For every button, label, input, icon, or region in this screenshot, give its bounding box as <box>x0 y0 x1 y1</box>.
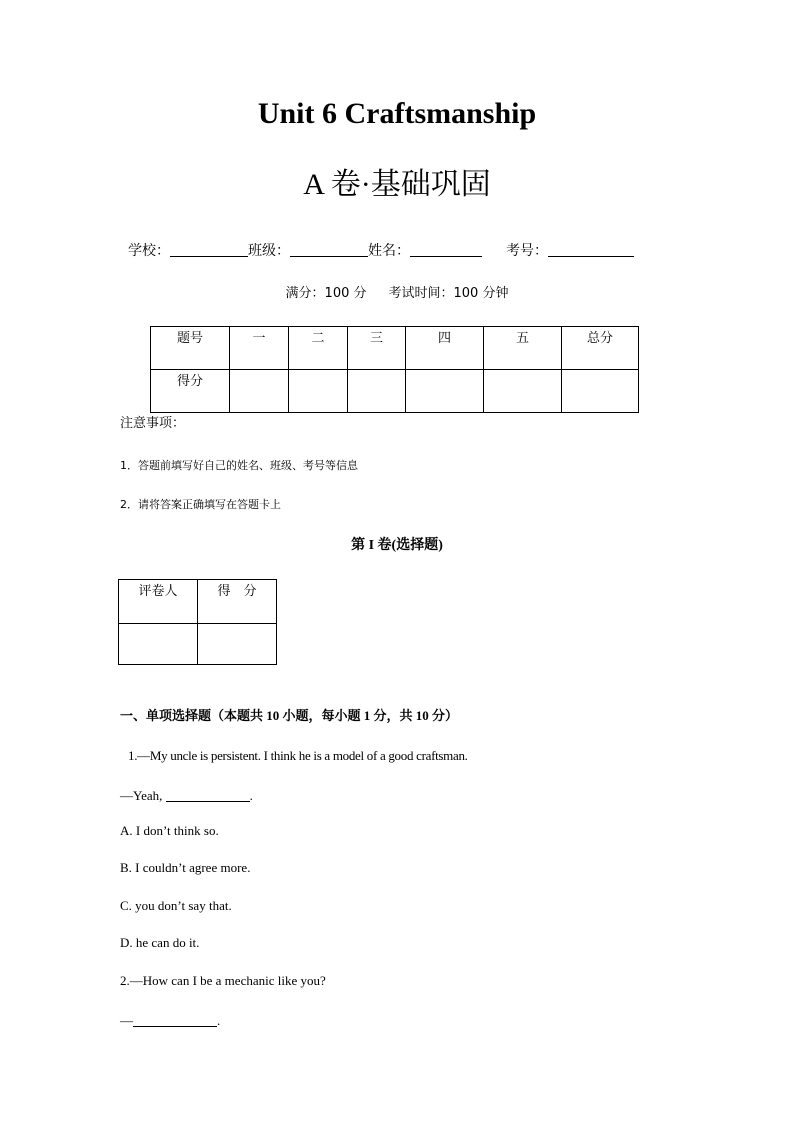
note-item: 1．答题前填写好自己的姓名、班级、考号等信息 <box>120 459 358 472</box>
score-cell[interactable] <box>289 370 348 413</box>
exam-number-label: 考号： <box>506 243 548 259</box>
question-reply <box>120 785 253 806</box>
reply-prefix: —Yeah, <box>120 788 163 803</box>
score-time-line <box>0 284 794 304</box>
page-subtitle: A 卷·基础巩固 <box>303 168 491 201</box>
score-cell[interactable] <box>406 370 484 413</box>
section-heading: 第 I 卷(选择题) <box>351 538 443 553</box>
score-cell[interactable] <box>484 370 562 413</box>
reply-suffix: . <box>217 1013 221 1028</box>
grade-table-header: 总分 <box>562 327 639 370</box>
grader-table-input-row <box>119 624 277 665</box>
name-field[interactable] <box>410 240 482 257</box>
page-title: Unit 6 Craftsmanship <box>257 97 537 130</box>
name-label: 姓名： <box>368 243 410 259</box>
option-c[interactable]: C. you don’t say that. <box>120 898 232 913</box>
score-cell[interactable] <box>230 370 289 413</box>
grade-table-header: 一 <box>230 327 289 370</box>
school-label: 学校： <box>128 243 170 259</box>
grader-table-header: 评卷人 <box>119 580 198 624</box>
grade-table-header-row <box>151 327 639 370</box>
grade-table-score-row <box>151 370 639 413</box>
student-info-line <box>128 240 634 261</box>
grader-table-header-row <box>119 580 277 624</box>
exam-number-field[interactable] <box>548 240 634 257</box>
reply-suffix: . <box>249 788 253 803</box>
reply-prefix: — <box>120 1013 133 1028</box>
grade-table-header: 五 <box>484 327 562 370</box>
school-field[interactable] <box>170 240 248 257</box>
grader-table <box>118 579 277 665</box>
option-a[interactable]: A. I don’t think so. <box>120 823 219 838</box>
grade-table-header: 四 <box>406 327 484 370</box>
grader-cell[interactable] <box>198 624 277 665</box>
grade-table-header: 三 <box>348 327 406 370</box>
grade-table <box>150 326 639 413</box>
exam-time: 考试时间：100 分钟 <box>388 286 509 301</box>
question-section-heading: 一、单项选择题（本题共 10 小题，每小题 1 分，共 10 分） <box>120 708 459 723</box>
note-item: 2．请将答案正确填写在答题卡上 <box>120 498 281 511</box>
score-cell[interactable] <box>562 370 639 413</box>
option-b[interactable]: B. I couldn’t agree more. <box>120 860 251 875</box>
class-field[interactable] <box>290 240 368 257</box>
notes-title: 注意事项： <box>120 416 186 431</box>
question-stem: 1.—My uncle is persistent. I think he is a model of a good craftsman. <box>128 748 468 763</box>
class-label: 班级： <box>248 243 290 259</box>
grader-cell[interactable] <box>119 624 198 665</box>
score-cell[interactable] <box>348 370 406 413</box>
answer-blank[interactable] <box>166 785 250 802</box>
grade-table-header: 题号 <box>151 327 230 370</box>
grade-table-header: 二 <box>289 327 348 370</box>
option-d[interactable]: D. he can do it. <box>120 935 200 950</box>
answer-blank[interactable] <box>133 1010 217 1027</box>
grade-table-row-label: 得分 <box>151 370 230 413</box>
question-stem: 2.—How can I be a mechanic like you? <box>120 973 326 988</box>
grader-table-header: 得 分 <box>198 580 277 624</box>
question-reply <box>120 1010 220 1031</box>
full-score: 满分：100 分 <box>285 286 367 301</box>
